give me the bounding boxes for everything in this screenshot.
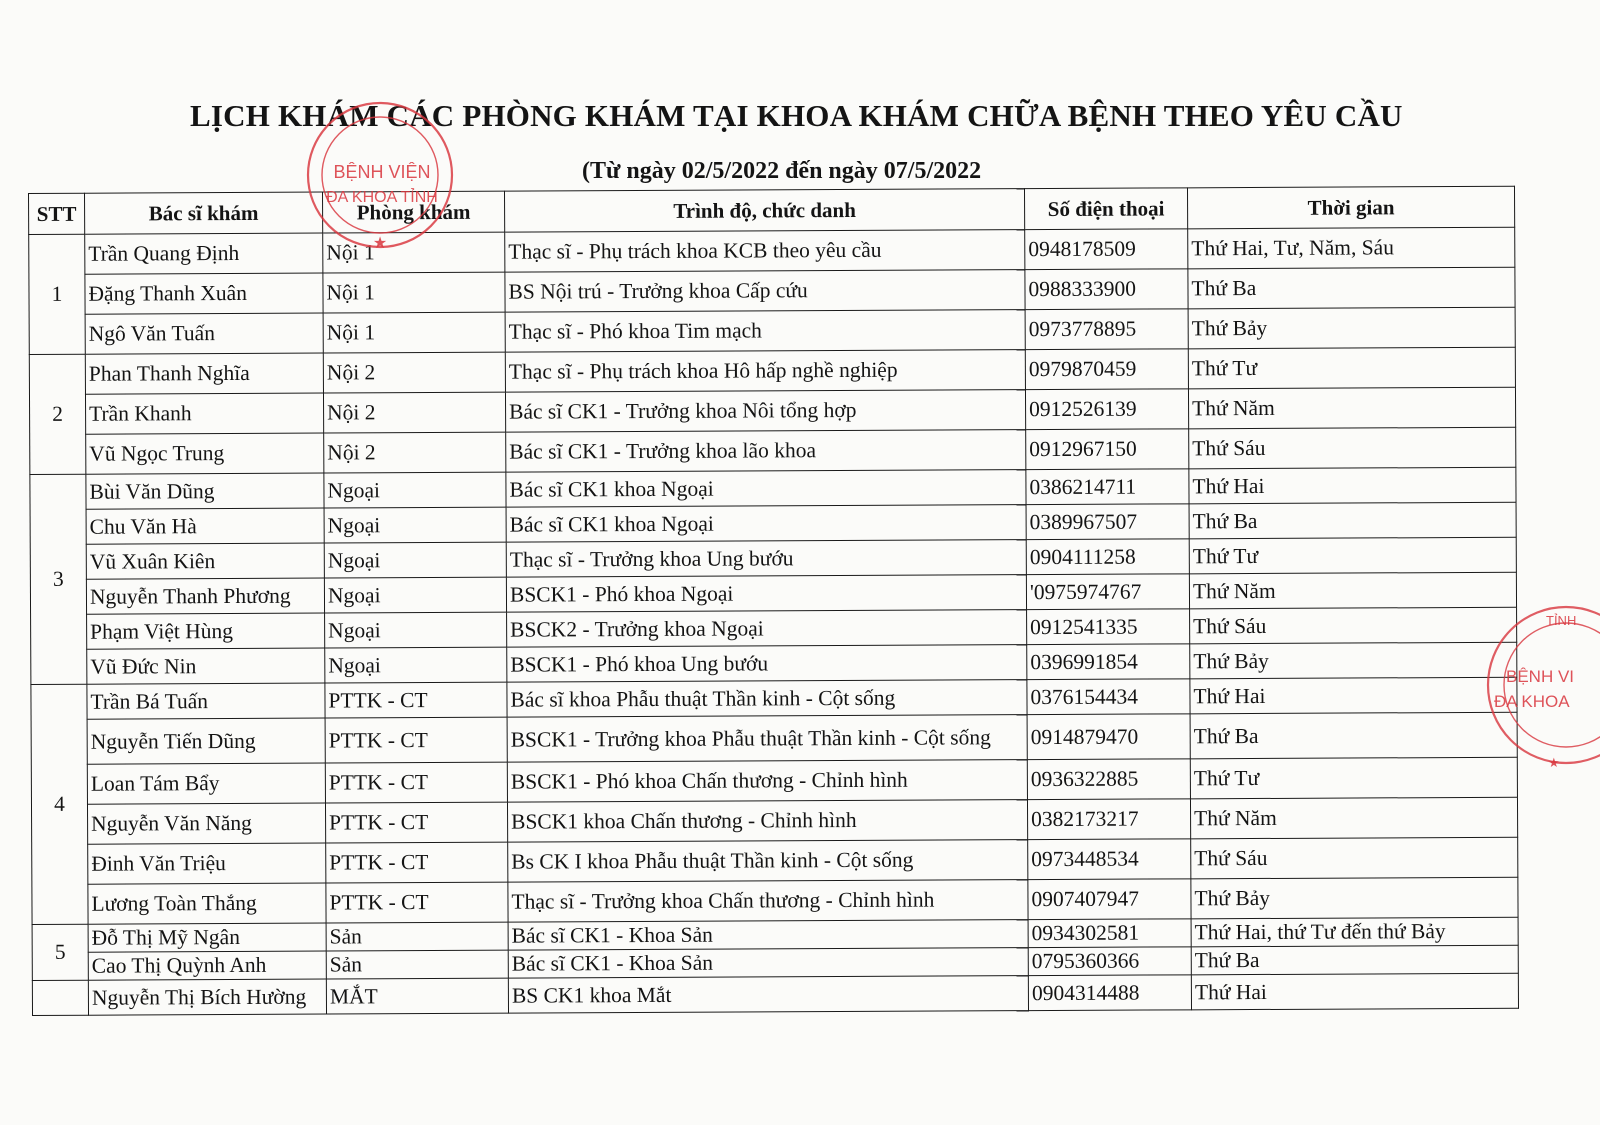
doctor-cell: Nguyễn Thị Bích Hường bbox=[88, 979, 326, 1015]
header-qualification: Trình độ, chức danh bbox=[504, 189, 1024, 233]
time-cell: Thứ Ba bbox=[1188, 267, 1515, 309]
schedule-table bbox=[28, 186, 1519, 1016]
phone-cell: 0934302581 bbox=[1028, 919, 1191, 948]
doctor-cell: Nguyễn Văn Năng bbox=[87, 803, 325, 844]
time-cell: Thứ Năm bbox=[1189, 572, 1516, 609]
room-cell: MẮT bbox=[326, 978, 508, 1014]
time-cell: Thứ Tư bbox=[1188, 347, 1515, 389]
phone-cell: '0975974767 bbox=[1026, 574, 1189, 610]
room-cell: PTTK - CT bbox=[325, 802, 507, 843]
stt-cell bbox=[32, 980, 88, 1015]
seal-text-line2: ĐA KHOA TỈNH bbox=[326, 189, 438, 206]
doctor-cell: Trần Quang Định bbox=[85, 233, 323, 274]
qualification-cell: Bác sĩ CK1 - Khoa Sản bbox=[508, 948, 1028, 979]
doctor-cell: Ngô Văn Tuấn bbox=[85, 313, 323, 354]
qualification-cell: Thạc sĩ - Phụ trách khoa Hô hấp nghề nghiệp bbox=[505, 350, 1025, 393]
side-seal-line1: BỆNH VI bbox=[1506, 667, 1575, 686]
room-cell: Nội 2 bbox=[323, 352, 505, 393]
time-cell: Thứ Ba bbox=[1189, 502, 1516, 539]
time-cell: Thứ Hai, thứ Tư đến thứ Bảy bbox=[1191, 917, 1518, 947]
time-cell: Thứ Ba bbox=[1191, 945, 1518, 975]
table-row bbox=[32, 973, 1518, 1015]
phone-cell: 0914879470 bbox=[1027, 714, 1190, 760]
svg-text:★: ★ bbox=[1548, 755, 1560, 770]
phone-cell: 0979870459 bbox=[1025, 349, 1188, 390]
time-cell: Thứ Hai, Tư, Năm, Sáu bbox=[1188, 227, 1515, 269]
header-room: Phòng khám bbox=[322, 191, 504, 233]
time-cell: Thứ Hai bbox=[1191, 973, 1518, 1010]
document-subtitle: (Từ ngày 02/5/2022 đến ngày 07/5/2022 bbox=[582, 158, 982, 184]
doctor-cell: Bùi Văn Dũng bbox=[86, 473, 324, 509]
phone-cell: 0795360366 bbox=[1028, 947, 1191, 976]
qualification-cell: BSCK1 - Phó khoa Ngoại bbox=[506, 575, 1026, 613]
time-cell: Thứ Năm bbox=[1188, 387, 1515, 429]
document-title: LỊCH KHÁM CÁC PHÒNG KHÁM TẠI KHOA KHÁM CHỮA BỆNH THEO YÊU CẦU bbox=[190, 98, 1403, 133]
stt-cell: 4 bbox=[31, 684, 88, 924]
room-cell: Nội 1 bbox=[323, 312, 505, 353]
phone-cell: 0376154434 bbox=[1027, 679, 1190, 715]
room-cell: Nội 2 bbox=[323, 392, 505, 433]
header-phone: Số điện thoại bbox=[1024, 188, 1187, 230]
doctor-cell: Loan Tám Bẩy bbox=[87, 763, 325, 804]
room-cell: Nội 1 bbox=[323, 232, 505, 273]
time-cell: Thứ Hai bbox=[1189, 467, 1516, 504]
table-row bbox=[31, 712, 1517, 764]
qualification-cell: Bác sĩ khoa Phẫu thuật Thần kinh - Cột sống bbox=[507, 680, 1027, 718]
doctor-cell: Đinh Văn Triệu bbox=[88, 843, 326, 884]
stt-cell: 5 bbox=[32, 924, 88, 980]
doctor-cell: Phạm Việt Hùng bbox=[87, 613, 325, 649]
room-cell: Nội 1 bbox=[323, 272, 505, 313]
stt-cell: 2 bbox=[29, 354, 86, 474]
qualification-cell: BSCK1 - Phó khoa Ung bướu bbox=[507, 645, 1027, 683]
qualification-cell: BS CK1 khoa Mắt bbox=[508, 976, 1028, 1014]
time-cell: Thứ Bảy bbox=[1191, 877, 1518, 919]
room-cell: Ngoại bbox=[324, 472, 506, 508]
qualification-cell: Bác sĩ CK1 - Trưởng khoa Nôi tổng hợp bbox=[505, 390, 1025, 433]
doctor-cell: Vũ Ngọc Trung bbox=[86, 433, 324, 474]
header-doctor: Bác sĩ khám bbox=[85, 192, 323, 234]
side-seal-top: TỈNH bbox=[1546, 613, 1577, 628]
phone-cell: 0936322885 bbox=[1027, 759, 1190, 800]
qualification-cell: BSCK1 khoa Chấn thương - Chỉnh hình bbox=[507, 800, 1027, 843]
qualification-cell: Bác sĩ CK1 khoa Ngoại bbox=[506, 470, 1026, 508]
qualification-cell: BS Nội trú - Trưởng khoa Cấp cứu bbox=[505, 270, 1025, 313]
time-cell: Thứ Tư bbox=[1189, 537, 1516, 574]
room-cell: PTTK - CT bbox=[325, 682, 507, 718]
table-header-row bbox=[29, 186, 1515, 234]
doctor-cell: Đỗ Thị Mỹ Ngân bbox=[88, 923, 326, 952]
room-cell: PTTK - CT bbox=[325, 717, 507, 763]
doctor-cell: Vũ Đức Nin bbox=[87, 648, 325, 684]
phone-cell: 0396991854 bbox=[1027, 644, 1190, 680]
qualification-cell: Thạc sĩ - Trưởng khoa Chấn thương - Chỉnh hình bbox=[508, 880, 1028, 923]
phone-cell: 0912526139 bbox=[1025, 389, 1188, 430]
doctor-cell: Nguyễn Thanh Phương bbox=[86, 578, 324, 614]
room-cell: PTTK - CT bbox=[326, 842, 508, 883]
time-cell: Thứ Sáu bbox=[1190, 607, 1517, 644]
time-cell: Thứ Hai bbox=[1190, 677, 1517, 714]
header-time: Thời gian bbox=[1187, 186, 1514, 229]
seal-text-line1: BỆNH VIỆN bbox=[333, 162, 431, 182]
qualification-cell: BSCK1 - Phó khoa Chấn thương - Chỉnh hình bbox=[507, 760, 1027, 803]
phone-cell: 0948178509 bbox=[1025, 229, 1188, 270]
time-cell: Thứ Tư bbox=[1190, 757, 1517, 799]
phone-cell: 0904111258 bbox=[1026, 539, 1189, 575]
room-cell: Sản bbox=[326, 922, 508, 951]
room-cell: PTTK - CT bbox=[325, 762, 507, 803]
stt-cell: 3 bbox=[30, 474, 87, 684]
room-cell: Ngoại bbox=[324, 542, 506, 578]
room-cell: Sản bbox=[326, 950, 508, 979]
room-cell: Ngoại bbox=[324, 507, 506, 543]
room-cell: Nội 2 bbox=[324, 432, 506, 473]
phone-cell: 0389967507 bbox=[1026, 504, 1189, 540]
room-cell: Ngoại bbox=[324, 577, 506, 613]
qualification-cell: BSCK1 - Trưởng khoa Phẫu thuật Thần kinh - Cột sống bbox=[507, 715, 1027, 763]
doctor-cell: Lương Toàn Thắng bbox=[88, 883, 326, 924]
doctor-cell: Phan Thanh Nghĩa bbox=[85, 353, 323, 394]
qualification-cell: Thạc sĩ - Phó khoa Tim mạch bbox=[505, 310, 1025, 353]
qualification-cell: Thạc sĩ - Phụ trách khoa KCB theo yêu cầu bbox=[505, 230, 1025, 273]
phone-cell: 0386214711 bbox=[1026, 469, 1189, 505]
time-cell: Thứ Năm bbox=[1190, 797, 1517, 839]
qualification-cell: Bác sĩ CK1 khoa Ngoại bbox=[506, 505, 1026, 543]
phone-cell: 0912967150 bbox=[1026, 429, 1189, 470]
stt-cell: 1 bbox=[29, 234, 86, 354]
phone-cell: 0382173217 bbox=[1027, 799, 1190, 840]
phone-cell: 0904314488 bbox=[1028, 975, 1191, 1011]
doctor-cell: Chu Văn Hà bbox=[86, 508, 324, 544]
room-cell: PTTK - CT bbox=[326, 882, 508, 923]
doctor-cell: Vũ Xuân Kiên bbox=[86, 543, 324, 579]
qualification-cell: Thạc sĩ - Trưởng khoa Ung bướu bbox=[506, 540, 1026, 578]
time-cell: Thứ Sáu bbox=[1191, 837, 1518, 879]
phone-cell: 0912541335 bbox=[1027, 609, 1190, 645]
time-cell: Thứ Ba bbox=[1190, 712, 1517, 759]
doctor-cell: Trần Bá Tuấn bbox=[87, 683, 325, 719]
qualification-cell: Bác sĩ CK1 - Khoa Sản bbox=[508, 920, 1028, 951]
doctor-cell: Đặng Thanh Xuân bbox=[85, 273, 323, 314]
phone-cell: 0988333900 bbox=[1025, 269, 1188, 310]
room-cell: Ngoại bbox=[325, 612, 507, 648]
header-stt: STT bbox=[29, 193, 85, 234]
side-seal-line2: ĐA KHOA bbox=[1494, 692, 1570, 711]
qualification-cell: Bác sĩ CK1 - Trưởng khoa lão khoa bbox=[506, 430, 1026, 473]
room-cell: Ngoại bbox=[325, 647, 507, 683]
phone-cell: 0907407947 bbox=[1028, 879, 1191, 920]
time-cell: Thứ Bảy bbox=[1188, 307, 1515, 349]
doctor-cell: Nguyễn Tiến Dũng bbox=[87, 718, 325, 764]
qualification-cell: Bs CK I khoa Phẫu thuật Thần kinh - Cột sống bbox=[508, 840, 1028, 883]
qualification-cell: BSCK2 - Trưởng khoa Ngoại bbox=[507, 610, 1027, 648]
doctor-cell: Cao Thị Quỳnh Anh bbox=[88, 951, 326, 980]
time-cell: Thứ Bảy bbox=[1190, 642, 1517, 679]
phone-cell: 0973778895 bbox=[1025, 309, 1188, 350]
phone-cell: 0973448534 bbox=[1028, 839, 1191, 880]
doctor-cell: Trần Khanh bbox=[85, 393, 323, 434]
time-cell: Thứ Sáu bbox=[1189, 427, 1516, 469]
svg-text:★: ★ bbox=[372, 235, 388, 250]
